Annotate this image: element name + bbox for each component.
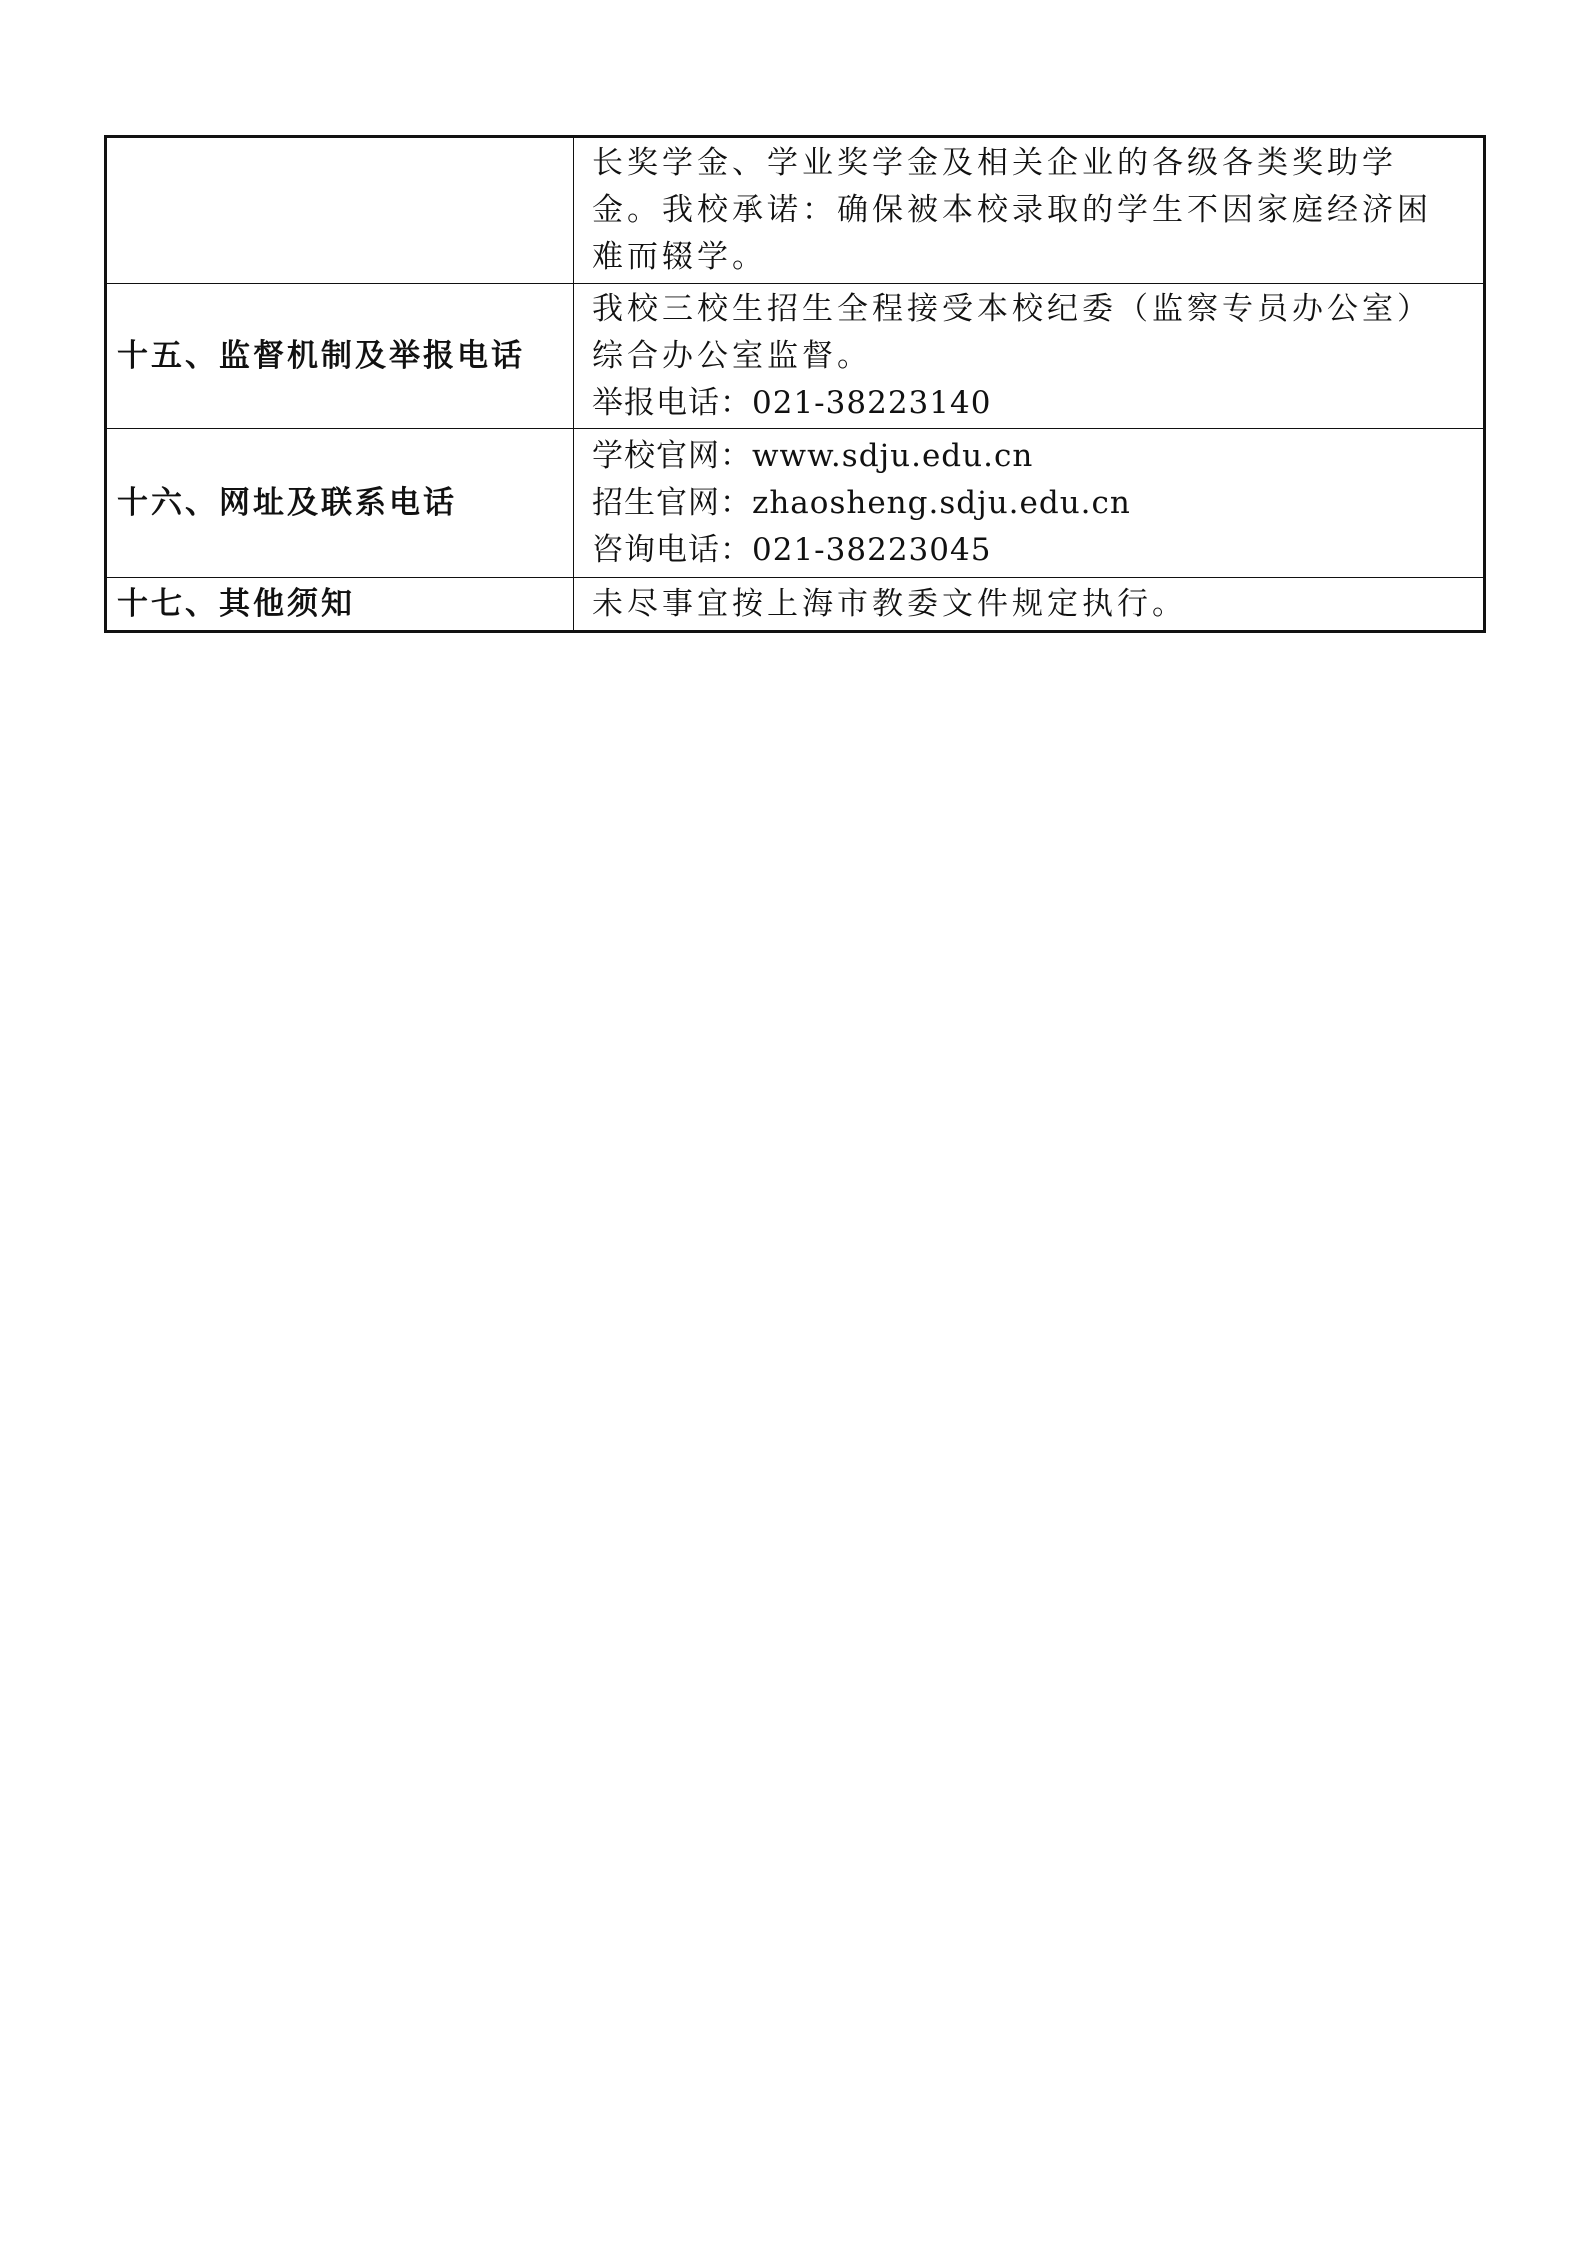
content-line: 难而辍学。: [592, 239, 767, 275]
table-row-website-contact: [106, 429, 1485, 578]
row-label: 十五、监督机制及举报电话: [106, 284, 574, 429]
report-phone: 举报电话：021-38223140: [592, 384, 992, 421]
consult-phone: 咨询电话：021-38223045: [592, 531, 992, 568]
admission-website-link[interactable]: 招生官网：zhaosheng.sdju.edu.cn: [592, 484, 1131, 521]
table-row-scholarship-continued: [106, 137, 1485, 284]
row-label: [106, 137, 574, 284]
content-line: 金。我校承诺：确保被本校录取的学生不因家庭经济困: [592, 192, 1432, 228]
row-content: [574, 284, 1485, 429]
row-content: [574, 429, 1485, 578]
row-content: [574, 137, 1485, 284]
content-line: 综合办公室监督。: [592, 337, 872, 374]
table-row-supervision: [106, 284, 1485, 429]
school-website-link[interactable]: 学校官网：www.sdju.edu.cn: [592, 437, 1034, 474]
info-table: [104, 135, 1486, 633]
row-label: 十六、网址及联系电话: [106, 429, 574, 578]
content-line: 长奖学金、学业奖学金及相关企业的各级各类奖助学: [592, 145, 1397, 181]
content-line: 未尽事宜按上海市教委文件规定执行。: [592, 585, 1187, 622]
content-line: 我校三校生招生全程接受本校纪委（监察专员办公室）: [592, 290, 1432, 327]
row-label: 十七、其他须知: [106, 578, 574, 632]
row-content: [574, 578, 1485, 632]
table-row-other-notes: [106, 578, 1485, 632]
